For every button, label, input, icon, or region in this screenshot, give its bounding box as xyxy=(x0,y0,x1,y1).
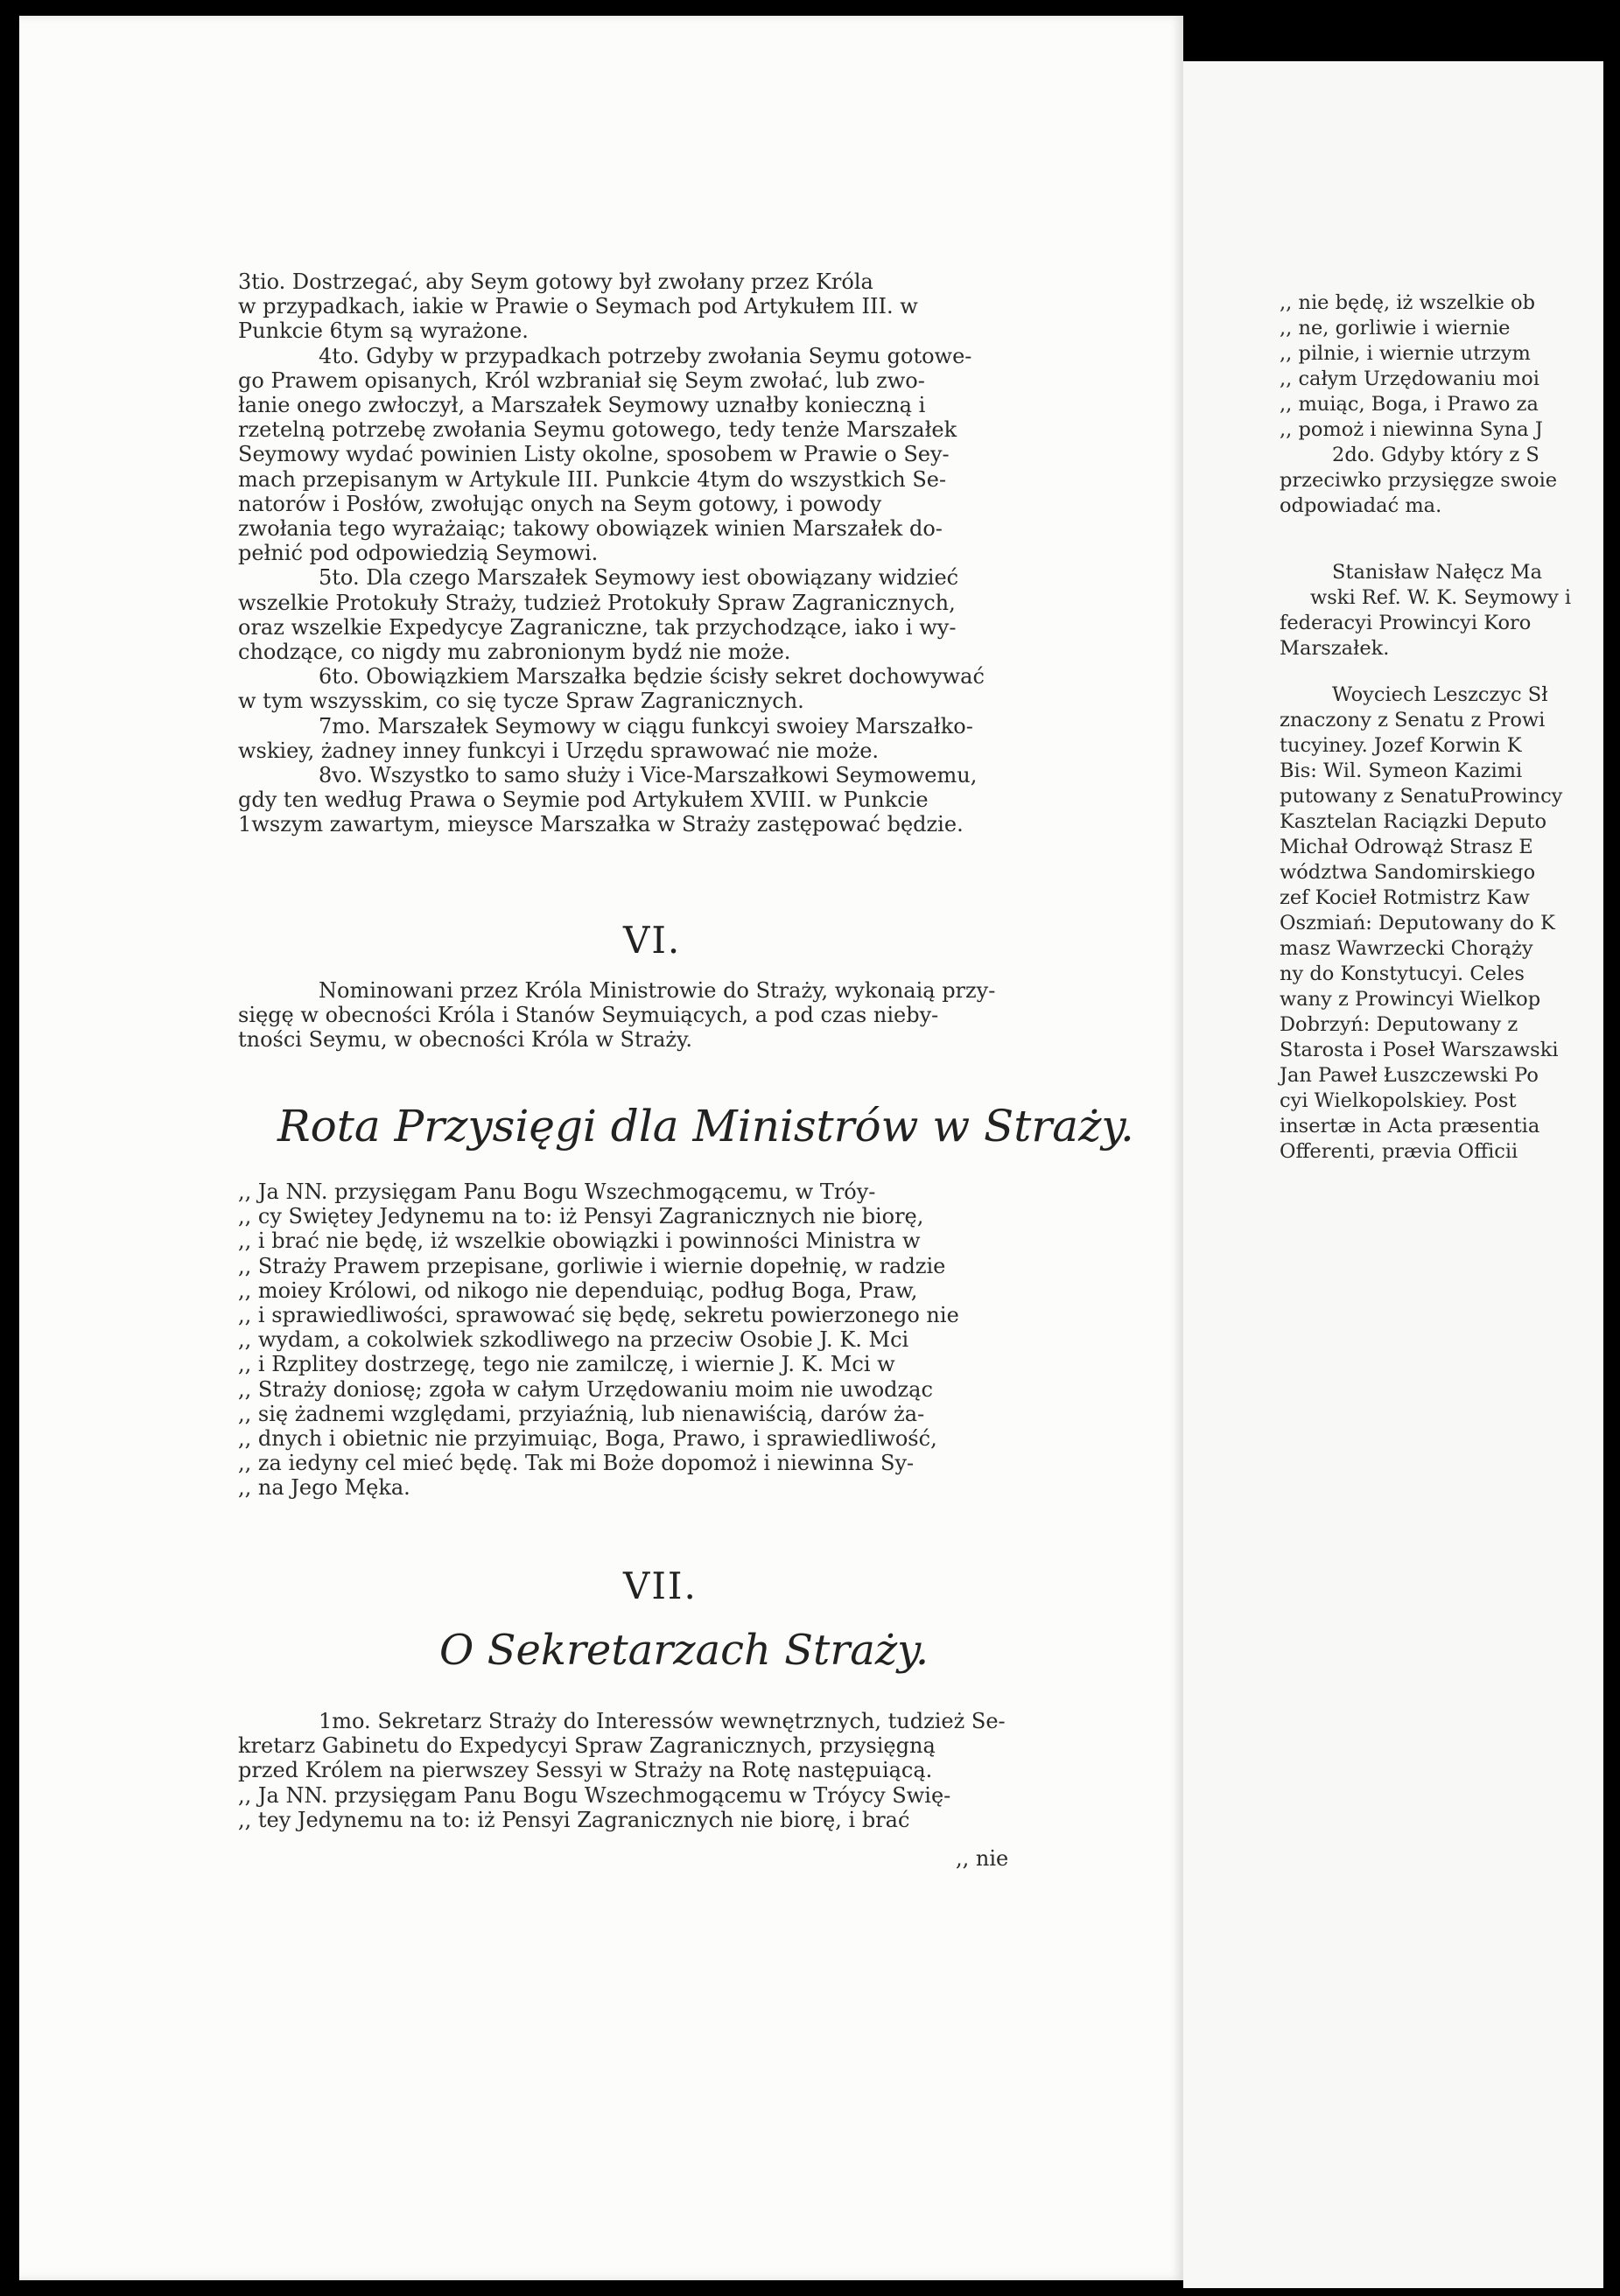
paragraph-5to: 5to. Dla czego Marszałek Seymowy iest obowiązany widzieć wszelkie Protokuły Straży, tudzież Protokuły Spraw Zagranicznych, oraz wszelkie Expedycye Zagraniczne, tak przychodzące, iako i wy- chodzące, co nigdy mu zabronionym bydź nie może. xyxy=(238,565,959,665)
right-oath-line: ,, pomoż i niewinna Syna J xyxy=(1280,418,1543,441)
right-oath-line: ,, nie będę, iż wszelkie ob xyxy=(1280,291,1535,314)
article-5-items xyxy=(238,270,1065,837)
right-oath-continuation xyxy=(1280,290,1557,519)
paragraph-8vo: 8vo. Wszystko to samo służy i Vice-Marszałkowi Seymowemu, gdy ten według Prawa o Seymie pod Artykułem XVIII. w Punkcie 1wszym zawartym, mieysce Marszałka w Straży zastępować będzie. xyxy=(238,763,978,837)
signature-line: federacyi Prowincyi Koro xyxy=(1280,612,1532,634)
signature-line: wski Ref. W. K. Seymowy i xyxy=(1310,586,1572,609)
signature-line: wany z Prowincyi Wielkop xyxy=(1280,988,1541,1011)
paragraph-7mo: 7mo. Marszałek Seymowy w ciągu funkcyi swoiey Marszałko- wskiey, żadney inney funkcyi i Urzędu sprawować nie może. xyxy=(238,713,973,763)
right-oath-line: ,, całym Urzędowaniu moi xyxy=(1280,368,1539,390)
right-oath-line: ,, pilnie, i wiernie utrzym xyxy=(1280,342,1531,365)
signature-line: Marszałek. xyxy=(1280,637,1390,660)
paragraph-3tio: 3tio. Dostrzegać, aby Seym gotowy był zwołany przez Króla w przypadkach, iakie w Prawie o Seymach pod Artykułem III. w Punkcie 6tym są wyrażone. xyxy=(238,270,918,344)
signature-line: Bis: Wil. Symeon Kazimi xyxy=(1280,760,1523,782)
signature-line: insertæ in Acta præsentia xyxy=(1280,1115,1540,1138)
signature-line: Jan Paweł Łuszczewski Po xyxy=(1280,1064,1539,1087)
left-page xyxy=(19,16,1183,2280)
signature-line: Stanisław Nałęcz Ma xyxy=(1332,561,1542,584)
right-paragraph-2do-line: odpowiadać ma. xyxy=(1280,494,1442,517)
signature-line: Woyciech Leszczyc Sł xyxy=(1332,683,1548,706)
section-7-block xyxy=(238,1709,1065,1832)
signature-line: Starosta i Poseł Warszawski xyxy=(1280,1039,1559,1061)
right-paragraph-2do-line: 2do. Gdyby który z S xyxy=(1332,444,1539,466)
signature-line: ny do Konstytucyi. Celes xyxy=(1280,962,1525,985)
signature-line: Offerenti, prævia Officii xyxy=(1280,1140,1518,1163)
oath-text: ,, Ja NN. przysięgam Panu Bogu Wszechmogącemu, w Tróy- ,, cy Swiętey Jedynemu na to: iż Pensyi Zagranicznych nie biorę, ,, i brać nie będę, iż wszelkie obowiązki i powinności Ministra w ,, Straży Prawem przepisane, gorliwie i wiernie dopełnię, w radzie ,, moiey Królowi, od nikogo nie dependuiąc, podług Boga, Praw, ,, i sprawiedliwości, sprawować się będę, sekretu powierzonego nie ,, wydam, a cokolwiek szkodliwego na przeciw Osobie J. K. Mci ,, i Rzplitey dostrzegę, tego nie zamilczę, i wiernie J. K. Mci w ,, Straży doniosę; zgoła w całym Urzędowaniu moim nie uwodząc ,, się żadnemi względami, przyiaźnią, lub nienawiścią, darów ża- ,, dnych i obietnic nie przyimuiąc, Boga, Prawo, i sprawiedliwość, ,, za iedyny cel mieć będę. Tak mi Boże dopomoż i niewinna Sy- ,, na Jego Męka. xyxy=(238,1180,959,1501)
oath-title: Rota Przysięgi dla Ministrów w Straży. xyxy=(277,1101,1134,1152)
signature-line: Oszmiań: Deputowany do K xyxy=(1280,912,1555,934)
right-oath-line: ,, ne, gorliwie i wiernie xyxy=(1280,317,1511,340)
catchword: ,, nie xyxy=(956,1846,1009,1871)
oath-block xyxy=(238,1180,1065,1501)
paragraph-4to: 4to. Gdyby w przypadkach potrzeby zwołania Seymu gotowe- go Prawem opisanych, Król wzbraniał się Seym zwołać, lub zwo- łanie onego zwłoczył, a Marszałek Seymowy uznałby konieczną i rzetelną potrzebę zwołania Seymu gotowego, tedy tenże Marszałek Seymowy wydać powinien Listy okolne, sposobem w Prawie o Sey- mach przepisanym w Artykule III. Punkcie 4tym do wszystkich Se- natorów i Posłów, zwołując onych na Seym gotowy, i powody zwołania tego wyrażaiąc; takowy obowiązek winien Marszałek do- pełnić pod odpowiedzią Seymowi. xyxy=(238,343,972,566)
section-6-intro-block xyxy=(238,978,1065,1053)
signature-line: cyi Wielkopolskiey. Post xyxy=(1280,1089,1517,1112)
right-signature-1 xyxy=(1280,560,1571,662)
paragraph-6to: 6to. Obowiązkiem Marszałka będzie ścisły sekret dochowywać w tym wszysskim, co się tycze Spraw Zagranicznych. xyxy=(238,664,985,714)
section-7-paragraph-1mo: 1mo. Sekretarz Straży do Interessów wewnętrznych, tudzież Se- kretarz Gabinetu do Expedycyi Spraw Zagranicznych, przysięgną przed Królem na pierwszey Sessyi w Straży na Rotę następuiącą. ,, Ja NN. przysięgam Panu Bogu Wszechmogącemu w Tróycy Swię- ,, tey Jedynemu na to: iż Pensyi Zagranicznych nie biorę, i brać xyxy=(238,1709,1006,1832)
right-page xyxy=(1183,61,1603,2288)
signature-line: masz Wawrzecki Chorąży xyxy=(1280,937,1533,960)
right-oath-line: ,, muiąc, Boga, i Prawo za xyxy=(1280,393,1539,416)
signature-line: tucyiney. Jozef Korwin K xyxy=(1280,734,1522,757)
signature-line: Dobrzyń: Deputowany z xyxy=(1280,1013,1518,1036)
signature-line: zef Kocieł Rotmistrz Kaw xyxy=(1280,886,1530,909)
section-7-title: O Sekretarzach Straży. xyxy=(439,1626,929,1675)
section-6-intro: Nominowani przez Króla Ministrowie do Straży, wykonaią przy- sięgę w obecności Króla i Stanów Seymuiących, a pod czas nieby- tności Seymu, w obecności Króla w Straży. xyxy=(238,978,996,1053)
section-6-numeral: VI. xyxy=(623,919,682,962)
signature-line: znaczony z Senatu z Prowi xyxy=(1280,709,1546,732)
signature-line: putowany z SenatuProwincy xyxy=(1280,785,1563,808)
signature-line: Michał Odrowąż Strasz E xyxy=(1280,836,1533,858)
right-paragraph-2do-line: przeciwko przysięgze swoie xyxy=(1280,469,1558,492)
signature-line: wództwa Sandomirskiego xyxy=(1280,861,1536,884)
signature-line: Kasztelan Raciązki Deputo xyxy=(1280,810,1546,833)
right-signature-2 xyxy=(1280,682,1562,1165)
section-7-numeral: VII. xyxy=(623,1564,698,1607)
